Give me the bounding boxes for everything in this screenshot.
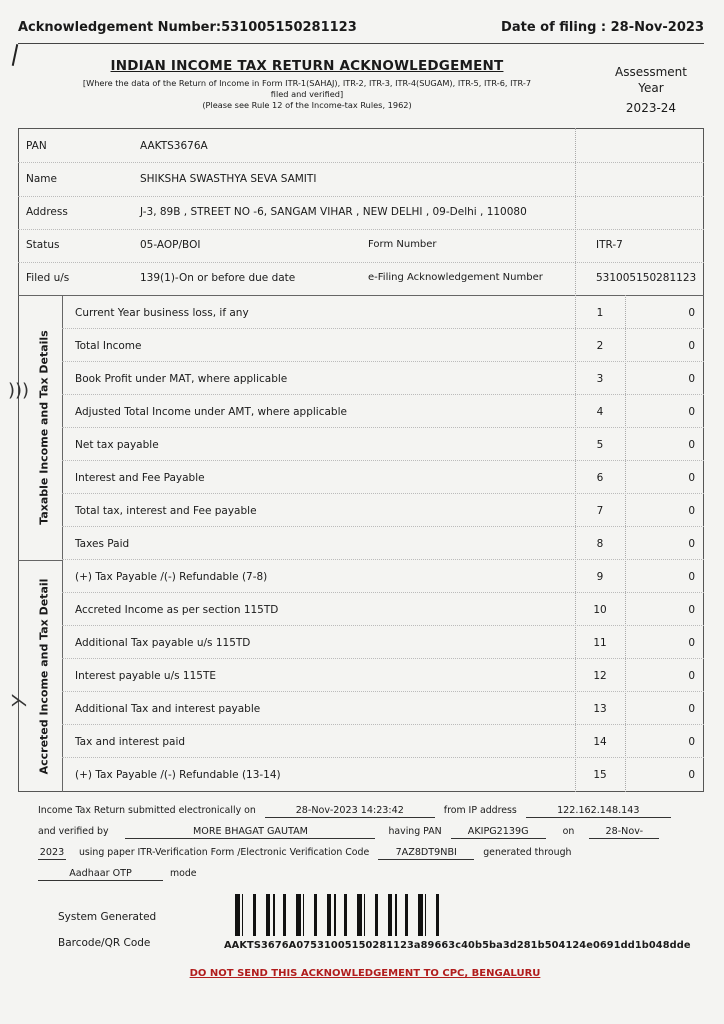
- item-label: Book Profit under MAT, where applicable: [75, 373, 288, 385]
- verified-by: MORE BHAGAT GAUTAM: [125, 825, 375, 839]
- item-value: 0: [688, 571, 695, 583]
- row-divider: [18, 262, 704, 263]
- item-number: 6: [596, 472, 604, 484]
- item-number: 11: [593, 637, 607, 649]
- name-label: Name: [26, 173, 57, 185]
- decl-text: and verified by: [38, 826, 109, 837]
- date-of-filing: Date of filing : 28-Nov-2023: [501, 20, 704, 35]
- row-divider: [18, 229, 704, 230]
- item-value: 0: [688, 703, 695, 715]
- row-divider: [18, 162, 704, 163]
- row-divider: [62, 460, 704, 461]
- decl-text: generated through: [483, 847, 572, 858]
- row-divider: [62, 361, 704, 362]
- item-value: 0: [688, 472, 695, 484]
- item-label: Total tax, interest and Fee payable: [75, 505, 257, 517]
- filed-value: 139(1)-On or before due date: [140, 272, 296, 284]
- row-divider: [62, 724, 704, 725]
- decl-text: mode: [169, 868, 197, 879]
- item-label: Net tax payable: [75, 439, 159, 451]
- row-divider: [18, 295, 704, 296]
- name-value: SHIKSHA SWASTHYA SEVA SAMITI: [140, 173, 317, 185]
- item-label: Tax and interest paid: [75, 736, 186, 748]
- item-label: Adjusted Total Income under AMT, where applicable: [75, 406, 347, 418]
- row-divider: [62, 493, 704, 494]
- subtitle-line-1: [Where the data of the Return of Income in Form ITR-1(SAHAJ), ITR-2, ITR-3, ITR-4(SUGAM), ITR-5, ITR-6, ITR-7: [82, 78, 532, 88]
- assessment-year-box: [596, 64, 706, 116]
- section-split: [18, 560, 62, 561]
- item-label: Current Year business loss, if any: [75, 307, 249, 319]
- item-number: 9: [596, 571, 604, 583]
- item-value: 0: [688, 307, 695, 319]
- section-divider: [62, 295, 63, 792]
- barcode-label-text: Barcode/QR Code: [58, 937, 151, 949]
- item-number: 7: [596, 505, 604, 517]
- subtitle-line-2: filed and verified]: [270, 89, 344, 99]
- ink-mark: ))): [8, 380, 30, 401]
- item-label: Total Income: [75, 340, 142, 352]
- row-divider: [62, 691, 704, 692]
- row-divider: [62, 592, 704, 593]
- item-value: 0: [688, 406, 695, 418]
- ink-mark: ⋋: [10, 690, 28, 711]
- item-number: 1: [596, 307, 604, 319]
- item-value: 0: [688, 373, 695, 385]
- pen-mark: [12, 44, 19, 66]
- item-number: 8: [596, 538, 604, 550]
- assessment-label-2: Year: [638, 81, 664, 95]
- form-title: INDIAN INCOME TAX RETURN ACKNOWLEDGEMENT: [110, 58, 504, 74]
- item-number: 13: [593, 703, 607, 715]
- item-label: (+) Tax Payable /(-) Refundable (13-14): [75, 769, 281, 781]
- verified-date-1: 28-Nov-: [589, 825, 659, 839]
- mode-value: Aadhaar OTP: [38, 867, 163, 881]
- verified-date-2: 2023: [39, 847, 65, 858]
- decl-text: using paper ITR-Verification Form /Electronic Verification Code: [78, 847, 370, 858]
- barcode-text: AAKTS3676A07531005150281123a89663c40b5ba3d281b504124e0691dd1b048dde: [224, 940, 691, 951]
- item-value: 0: [688, 505, 695, 517]
- filed-label: Filed u/s: [26, 272, 70, 284]
- declaration: [38, 800, 688, 884]
- pan-label: PAN: [26, 140, 47, 152]
- item-number: 3: [596, 373, 604, 385]
- row-divider: [62, 658, 704, 659]
- item-number: 2: [596, 340, 604, 352]
- do-not-send-notice: DO NOT SEND THIS ACKNOWLEDGEMENT TO CPC, BENGALURU: [189, 968, 541, 979]
- ack-number: Acknowledgement Number:531005150281123: [18, 20, 357, 35]
- item-value: 0: [688, 439, 695, 451]
- item-label: Accreted Income as per section 115TD: [75, 604, 279, 616]
- top-line: [18, 20, 704, 35]
- subtitle-line-3: (Please see Rule 12 of the Income-tax Rules, 1962): [202, 100, 412, 110]
- decl-text: on: [562, 826, 575, 837]
- item-label: Interest and Fee Payable: [75, 472, 205, 484]
- declaration-line-2: [38, 821, 688, 842]
- row-divider: [62, 625, 704, 626]
- decl-text: having PAN: [388, 826, 442, 837]
- accreted-section-text: Accreted Income and Tax Detail: [37, 578, 51, 774]
- system-generated-label: [58, 904, 156, 956]
- item-value: 0: [688, 769, 695, 781]
- item-label: Additional Tax payable u/s 115TD: [75, 637, 251, 649]
- taxable-section-text: Taxable Income and Tax Details: [37, 330, 51, 525]
- item-label: Interest payable u/s 115TE: [75, 670, 217, 682]
- assessment-label-1: Assessment: [615, 65, 687, 79]
- item-number: 4: [596, 406, 604, 418]
- decl-text: Income Tax Return submitted electronically on: [38, 805, 256, 816]
- item-value: 0: [688, 736, 695, 748]
- item-label: Additional Tax and interest payable: [75, 703, 261, 715]
- item-value: 0: [688, 670, 695, 682]
- item-value: 0: [688, 340, 695, 352]
- verifier-pan: AKIPG2139G: [451, 825, 546, 839]
- efiling-label: e-Filing Acknowledgement Number: [368, 272, 543, 283]
- form-number-label: Form Number: [368, 239, 437, 250]
- ip-address: 122.162.148.143: [526, 804, 671, 818]
- item-number: 5: [596, 439, 604, 451]
- declaration-line-4: [38, 863, 688, 884]
- item-number: 10: [593, 604, 607, 616]
- row-divider: [62, 427, 704, 428]
- form-number-value: ITR-7: [596, 239, 623, 251]
- row-divider: [62, 526, 704, 527]
- row-divider: [18, 196, 704, 197]
- item-number: 15: [593, 769, 607, 781]
- form-subtitle: [22, 78, 592, 111]
- declaration-line-1: [38, 800, 688, 821]
- item-label: (+) Tax Payable /(-) Refundable (7-8): [75, 571, 268, 583]
- item-number: 12: [593, 670, 607, 682]
- address-value: J-3, 89B , STREET NO -6, SANGAM VIHAR , NEW DELHI , 09-Delhi , 110080: [140, 206, 527, 218]
- row-divider: [62, 559, 704, 560]
- efiling-number: 531005150281123: [596, 272, 697, 284]
- row-divider: [62, 328, 704, 329]
- status-value: 05-AOP/BOI: [140, 239, 201, 251]
- taxable-section-label: [30, 295, 58, 560]
- column-divider: [625, 295, 626, 792]
- top-rule: [18, 43, 704, 44]
- row-divider: [62, 394, 704, 395]
- item-number: 14: [593, 736, 607, 748]
- item-value: 0: [688, 637, 695, 649]
- decl-text: from IP address: [443, 805, 517, 816]
- system-generated-text: System Generated: [58, 911, 157, 923]
- item-value: 0: [688, 538, 695, 550]
- item-label: Taxes Paid: [75, 538, 130, 550]
- accreted-section-label: [30, 560, 58, 792]
- pan-value: AAKTS3676A: [140, 140, 208, 152]
- address-label: Address: [26, 206, 68, 218]
- submitted-date: 28-Nov-2023 14:23:42: [265, 804, 435, 818]
- declaration-line-3: [38, 842, 688, 863]
- row-divider: [62, 757, 704, 758]
- status-label: Status: [26, 239, 60, 251]
- barcode-image: [230, 894, 442, 936]
- evc-code: 7AZ8DT9NBI: [378, 846, 474, 860]
- assessment-year: 2023-24: [625, 101, 677, 115]
- form-header: [22, 58, 592, 111]
- item-value: 0: [688, 604, 695, 616]
